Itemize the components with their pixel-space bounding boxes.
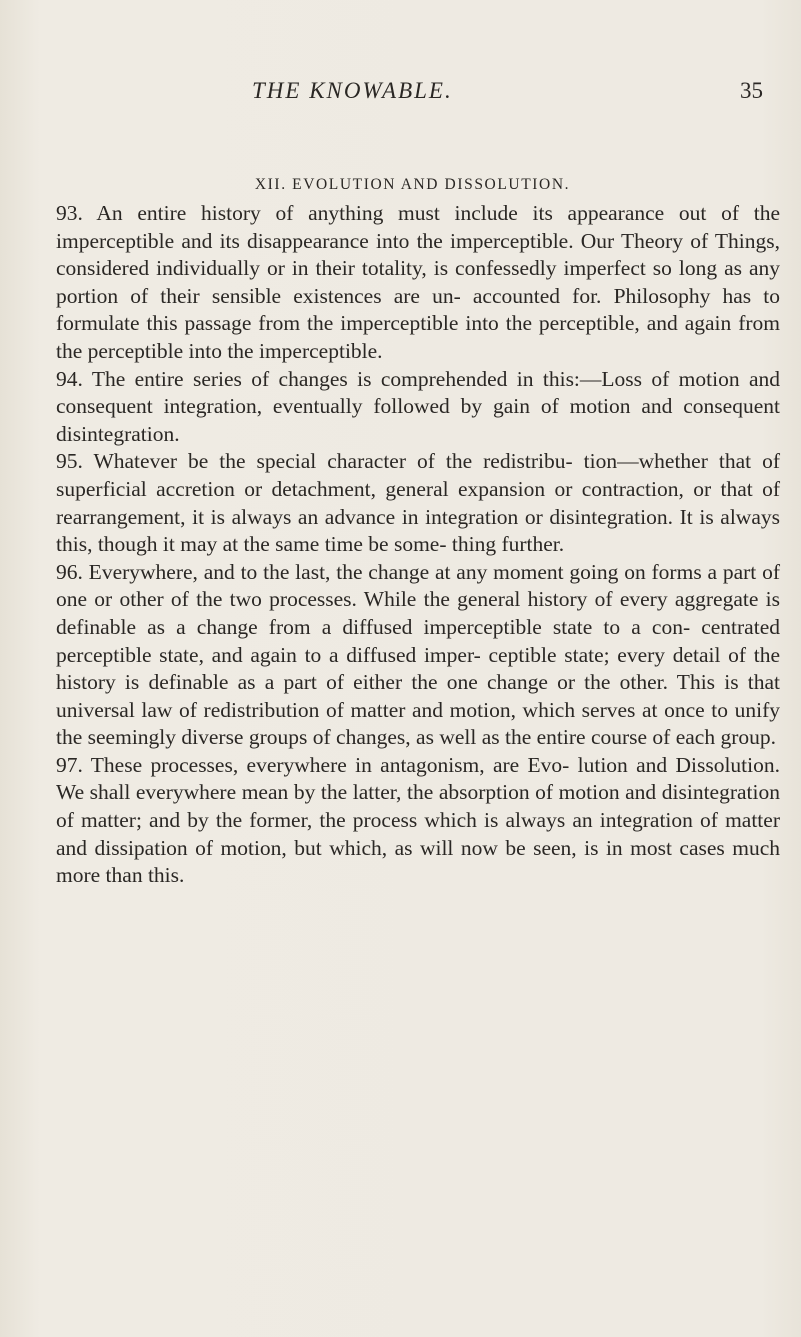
running-title: THE KNOWABLE. — [252, 78, 453, 103]
page-number: 35 — [740, 78, 763, 103]
paragraph-95: 95. Whatever be the special character of the redistribu- tion—whether that of superficial accretion or detachment, general expansion or contraction, or that of rearrangement, it is always an advance in integration or disintegration. It is always this, though it may at the same time be some- thing further. — [56, 449, 780, 557]
running-head — [0, 78, 801, 108]
paragraph-94: 94. The entire series of changes is comprehended in this:—Loss of motion and consequent integration, eventually followed by gain of motion and consequent disintegration. — [56, 366, 780, 446]
paragraph-97: 97. These processes, everywhere in antagonism, are Evo- lution and Dissolution. We shall everywhere mean by the latter, the absorption of motion and disintegration of matter; and by the former, the process which is always an integration of matter and dissipation of motion, but which, as will now be seen, is in most cases much more than this. — [56, 752, 780, 888]
paragraph-96: 96. Everywhere, and to the last, the change at any moment going on forms a part of one or other of the two processes. While the general history of every aggregate is definable as a change from a diffused imperceptible state to a con- centrated perceptible state, and again to a diffused imper- ceptible state; every detail of the history is definable as a part of either the one change or the other. This is that universal law of redistribution of matter and motion, which serves at once to unify the seemingly diverse groups of changes, as well as the entire course of each group. — [56, 559, 780, 750]
paragraph-93: 93. An entire history of anything must include its appearance out of the imperceptible and its disappearance into the imperceptible. Our Theory of Things, considered individually or in their totality, is confessedly imperfect so long as any portion of their sensible existences are un- accounted for. Philosophy has to formulate this passage from the imperceptible into the perceptible, and again from the perceptible into the imperceptible. — [56, 201, 780, 363]
body-text — [56, 200, 780, 890]
section-heading: XII. EVOLUTION AND DISSOLUTION. — [254, 176, 571, 193]
